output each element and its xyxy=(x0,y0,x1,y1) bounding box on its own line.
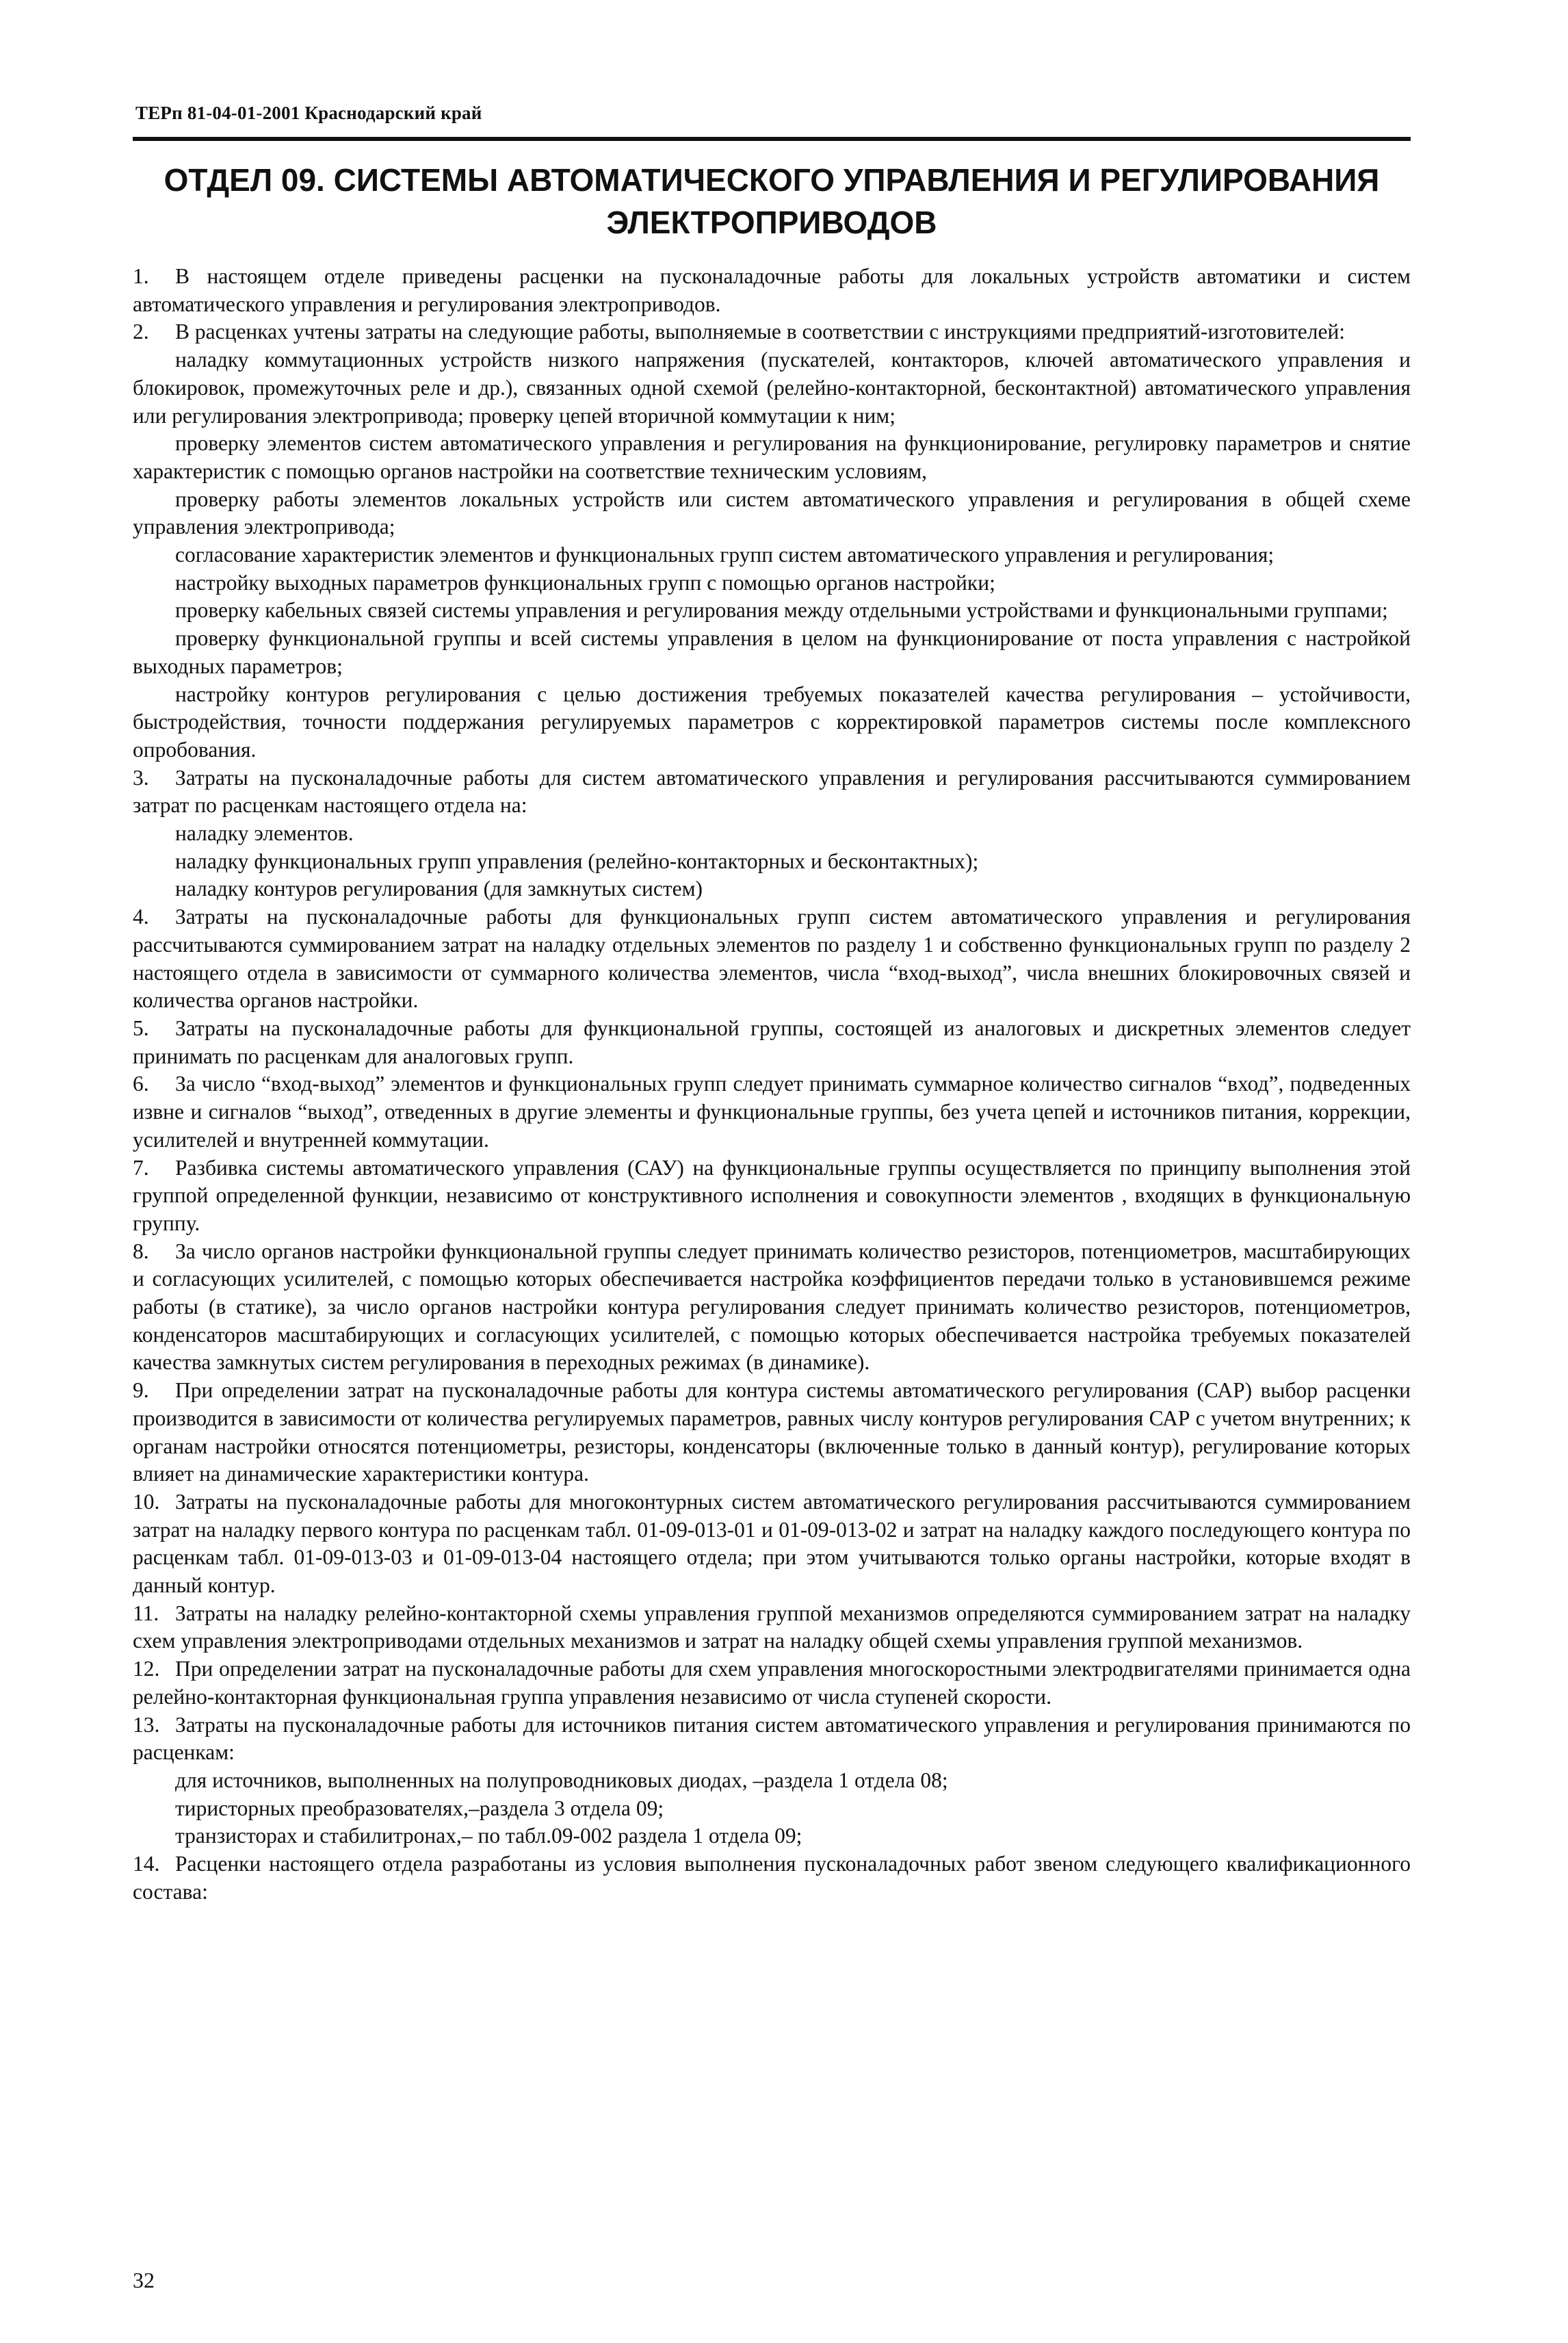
paragraph-text: транзисторах и стабилитронах,– по табл.09-002 раздела 1 отдела 09; xyxy=(175,1824,802,1848)
paragraph-text: Затраты на наладку релейно-контакторной схемы управления группой механизмов определяются суммированием затрат на наладку схем управления электроприводами отдельных механизмов и затрат на наладку общей схемы управления группой механизмов. xyxy=(133,1601,1411,1653)
paragraph-number: 10. xyxy=(133,1489,160,1514)
paragraph-text: наладку контуров регулирования (для замкнутых систем) xyxy=(175,877,703,901)
paragraph-number: 13. xyxy=(133,1712,160,1737)
paragraph-number: 9. xyxy=(133,1378,149,1403)
paragraph-text: При определении затрат на пусконаладочные работы для контура системы автоматического регулирования (САР) выбор расценки производится в зависимости от количества регулируемых параметров, равных числу контуров регулирования САР с учетом внутренних; к органам настройки относятся потенциометры, резисторы, конденсаторы (включенные только в данный контур), регулирование которых влияет на динамические характеристики контура. xyxy=(133,1378,1411,1486)
numbered-paragraph xyxy=(133,1015,1411,1070)
paragraph-text: Затраты на пусконаладочные работы для систем автоматического управления и регулирования рассчитываются суммированием затрат по расценкам настоящего отдела на: xyxy=(133,765,1411,818)
sub-paragraph xyxy=(133,346,1411,430)
page-number: 32 xyxy=(133,2268,155,2292)
sub-paragraph xyxy=(133,569,1411,597)
paragraph-text: тиристорных преобразователях,–раздела 3 отдела 09; xyxy=(175,1796,664,1820)
paragraph-text: настройку выходных параметров функциональных групп с помощью органов настройки; xyxy=(175,570,995,595)
section-title-line1: ОТДЕЛ 09. СИСТЕМЫ АВТОМАТИЧЕСКОГО УПРАВЛЕНИЯ И РЕГУЛИРОВАНИЯ xyxy=(164,162,1380,198)
paragraph-text: За число органов настройки функциональной группы следует принимать количество резисторов, потенциометров, масштабирующих и согласующих усилителей, с помощью которых обеспечивается настройка коэффициентов передачи только в установившемся режиме работы (в статике), за число органов настройки контура регулирования следует принимать количество резисторов, потенциометров, конденсаторов масштабирующих и согласующих усилителей, с помощью которых обеспечивается настройка требуемых показателей качества замкнутых систем регулирования в переходных режимах (в динамике). xyxy=(133,1239,1411,1375)
sub-paragraph xyxy=(133,430,1411,485)
sub-paragraph xyxy=(133,1822,1411,1850)
numbered-paragraph xyxy=(133,1154,1411,1238)
numbered-paragraph xyxy=(133,318,1411,346)
paragraph-number: 5. xyxy=(133,1015,149,1040)
paragraph-number: 8. xyxy=(133,1239,149,1263)
numbered-paragraph xyxy=(133,1850,1411,1906)
numbered-paragraph xyxy=(133,1377,1411,1488)
sub-paragraph xyxy=(133,541,1411,569)
numbered-paragraph xyxy=(133,903,1411,1015)
paragraph-number: 11. xyxy=(133,1601,159,1625)
section-title xyxy=(133,159,1411,244)
paragraph-text: За число “вход-выход” элементов и функциональных групп следует принимать суммарное количество сигналов “вход”, подведенных извне и сигналов “выход”, отведенных в другие элементы и функциональные группы, без учета цепей и источников питания, коррекции, усилителей и внутренней коммутации. xyxy=(133,1072,1411,1152)
paragraph-number: 4. xyxy=(133,905,149,929)
paragraph-text: В настоящем отделе приведены расценки на пусконаладочные работы для локальных устройств автоматики и систем автоматического управления и регулирования электроприводов. xyxy=(133,264,1411,316)
numbered-paragraph xyxy=(133,263,1411,318)
running-header: ТЕРп 81-04-01-2001 Краснодарский край xyxy=(135,103,482,123)
paragraph-text: При определении затрат на пусконаладочные работы для схем управления многоскоростными электродвигателями принимается одна релейно-контакторная функциональная группа управления независимо от числа ступеней скорости. xyxy=(133,1657,1411,1709)
sub-paragraph xyxy=(133,625,1411,680)
numbered-paragraph xyxy=(133,1070,1411,1154)
paragraph-text: Разбивка системы автоматического управления (САУ) на функциональные группы осуществляется по принципу выполнения этой группой определенной функции, независимо от конструктивного исполнения и совокупности элементов , входящих в функциональную группу. xyxy=(133,1155,1411,1235)
sub-paragraph xyxy=(133,1795,1411,1823)
paragraph-number: 3. xyxy=(133,765,149,790)
paragraph-text: для источников, выполненных на полупроводниковых диодах, –раздела 1 отдела 08; xyxy=(175,1768,948,1792)
paragraph-number: 14. xyxy=(133,1852,160,1876)
sub-paragraph xyxy=(133,681,1411,764)
numbered-paragraph xyxy=(133,764,1411,820)
header-rule xyxy=(133,137,1411,141)
numbered-paragraph xyxy=(133,1488,1411,1600)
paragraph-number: 6. xyxy=(133,1072,149,1096)
body-text xyxy=(133,263,1411,1906)
paragraph-text: наладку коммутационных устройств низкого напряжения (пускателей, контакторов, ключей автоматического управления и блокировок, промежуточных реле и др.), связанных одной схемой (релейно-контакторной, бесконтактной) автоматического управления или регулирования электропривода; проверку цепей вторичной коммутации к ним; xyxy=(133,348,1411,428)
paragraph-text: наладку элементов. xyxy=(175,821,354,846)
paragraph-text: Расценки настоящего отдела разработаны из условия выполнения пусконаладочных работ звеном следующего квалификационного состава: xyxy=(133,1852,1411,1904)
section-title-line2: ЭЛЕКТРОПРИВОДОВ xyxy=(606,205,937,240)
paragraph-text: проверку функциональной группы и всей системы управления в целом на функционирование от поста управления с настройкой выходных параметров; xyxy=(133,626,1411,678)
paragraph-text: наладку функциональных групп управления (релейно-контакторных и бесконтактных); xyxy=(175,849,979,873)
paragraph-text: согласование характеристик элементов и функциональных групп систем автоматического управления и регулирования; xyxy=(175,543,1275,567)
paragraph-text: Затраты на пусконаладочные работы для функциональных групп систем автоматического управления и регулирования рассчитываются суммированием затрат на наладку отдельных элементов по разделу 1 и собственно функциональных групп по разделу 2 настоящего отдела в зависимости от суммарного количества элементов, числа “вход-выход”, числа внешних блокировочных связей и количества органов настройки. xyxy=(133,905,1411,1013)
sub-paragraph xyxy=(133,848,1411,876)
numbered-paragraph xyxy=(133,1711,1411,1767)
paragraph-text: Затраты на пусконаладочные работы для источников питания систем автоматического управления и регулирования принимаются по расценкам: xyxy=(133,1712,1411,1765)
numbered-paragraph xyxy=(133,1600,1411,1655)
sub-paragraph xyxy=(133,597,1411,625)
sub-paragraph xyxy=(133,875,1411,903)
paragraph-number: 7. xyxy=(133,1155,149,1180)
sub-paragraph xyxy=(133,1767,1411,1795)
paragraph-number: 1. xyxy=(133,264,149,288)
paragraph-text: проверку работы элементов локальных устройств или систем автоматического управления и регулирования в общей схеме управления электропривода; xyxy=(133,487,1411,539)
sub-paragraph xyxy=(133,820,1411,848)
paragraph-text: Затраты на пусконаладочные работы для многоконтурных систем автоматического регулирования рассчитываются суммированием затрат на наладку первого контура по расценкам табл. 01-09-013-01 и 01-09-013-02 и затрат на наладку каждого последующего контура по расценкам табл. 01-09-013-03 и 01-09-013-04 настоящего отдела; при этом учитываются только органы настройки, которые входят в данный контур. xyxy=(133,1489,1411,1598)
paragraph-text: проверку кабельных связей системы управления и регулирования между отдельными устройствами и функциональными группами; xyxy=(175,598,1388,623)
paragraph-text: Затраты на пусконаладочные работы для функциональной группы, состоящей из аналоговых и дискретных элементов следует принимать по расценкам для аналоговых групп. xyxy=(133,1015,1411,1068)
sub-paragraph xyxy=(133,486,1411,541)
numbered-paragraph xyxy=(133,1655,1411,1711)
paragraph-number: 12. xyxy=(133,1657,160,1681)
paragraph-text: настройку контуров регулирования с целью достижения требуемых показателей качества регулирования – устойчивости, быстродействия, точности поддержания регулируемых параметров с корректировкой параметров системы после комплексного опробования. xyxy=(133,682,1411,762)
paragraph-number: 2. xyxy=(133,320,149,344)
paragraph-text: проверку элементов систем автоматического управления и регулирования на функционирование, регулировку параметров и снятие характеристик с помощью органов настройки на соответствие техническим условиям, xyxy=(133,431,1411,483)
paragraph-text: В расценках учтены затраты на следующие работы, выполняемые в соответствии с инструкциями предприятий-изготовителей: xyxy=(175,320,1346,344)
numbered-paragraph xyxy=(133,1238,1411,1377)
